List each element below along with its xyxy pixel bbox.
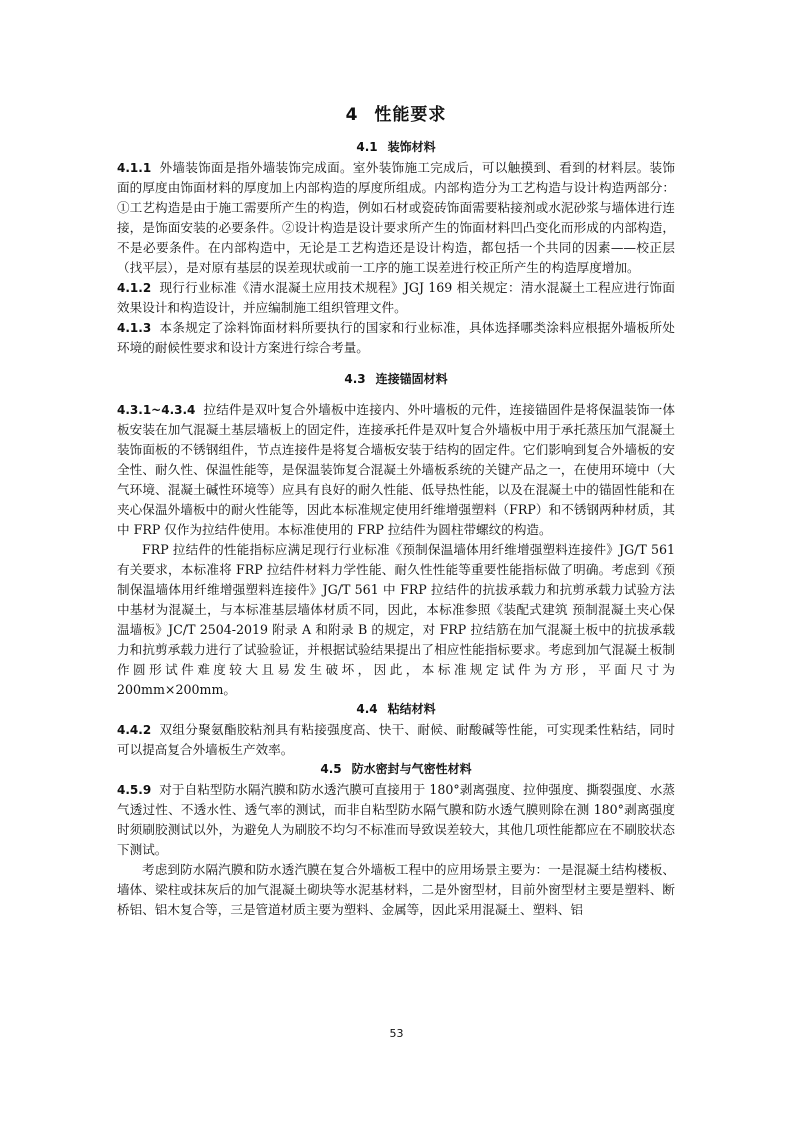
clause-text: FRP 拉结件的性能指标应满足现行行业标准《预制保温墙体用纤维增强塑料连接件》JG/T 561 有关要求，本标准将 FRP 拉结件材料力学性能、耐久性性能等重要性能指标做了明确。考虑到《预制保温墙体用纤维增强塑料连接件》JG/T 561 中 FRP 拉结件的抗拔承载力和抗剪承载力试验方法中基材为混凝土，与本标准基层墙体材质不同，因此，本标准参照《装配式建筑 预制混凝土夹心保温墙板》JC/T 2504-2019 附录 A 和附录 B 的规定，对 FRP 拉结筋在加气混凝土板中的抗拔承载力和抗剪承载力进行了试验验证，并根据试验结果提出了相应性能指标要求。考虑到加气混凝土板制作圆形试件难度较大且易发生破坏，因此，本标准规定试件为方形，平面尺寸为 200mm×200mm。	[117, 542, 675, 697]
clause-label: 4.5.9	[117, 783, 152, 797]
section-title: 防水密封与气密性材料	[351, 762, 472, 776]
page-content	[117, 100, 675, 920]
chapter-title: 性能要求	[374, 105, 447, 125]
clause-4-3-1-continued	[117, 540, 675, 700]
section-number: 4.1	[356, 140, 378, 154]
clause-text: 外墙装饰面是指外墙装饰完成面。室外装饰施工完成后，可以触摸到、看到的材料层。装饰面的厚度由饰面材料的厚度加上内部构造的厚度所组成。内部构造分为工艺构造与设计构造两部分：①工艺构造是由于施工需要所产生的构造，例如石材或瓷砖饰面需要粘接剂或水泥砂浆与墙体进行连接，是饰面安装的必要条件。②设计构造是设计要求所产生的饰面材料凹凸变化而形成的内部构造，不是必要条件。在内部构造中，无论是工艺构造还是设计构造，都包括一个共同的因素——校正层（找平层），是对原有基层的误差现状或前一工序的施工误差进行校正所产生的构造厚度增加。	[117, 160, 675, 275]
clause-4-5-9-continued	[117, 860, 675, 920]
section-title: 装饰材料	[387, 140, 436, 154]
section-number: 4.5	[320, 762, 342, 776]
clause-text: 现行行业标准《清水混凝土应用技术规程》JGJ 169 相关规定：清水混凝土工程应进行饰面效果设计和构造设计，并应编制施工组织管理文件。	[117, 280, 675, 315]
clause-text: 对于自粘型防水隔汽膜和防水透汽膜可直接用于 180°剥离强度、拉伸强度、撕裂强度、水蒸气透过性、不透水性、透气率的测试，而非自粘型防水隔气膜和防水透气膜则除在测 180°剥离强度时须刷胶测试以外，为避免人为刷胶不均匀不标准而导致误差较大，其他几项性能都应在不刷胶状态下测试。	[117, 782, 675, 857]
clause-4-1-3	[117, 318, 675, 358]
clause-label: 4.4.2	[117, 723, 152, 737]
clause-label: 4.1.1	[117, 161, 152, 175]
section-heading-4-5	[117, 761, 675, 777]
page-number: 53	[389, 1027, 404, 1040]
clause-4-4-2	[117, 720, 675, 760]
clause-4-1-1	[117, 158, 675, 278]
clause-4-1-2	[117, 278, 675, 318]
clause-label: 4.1.2	[117, 281, 152, 295]
clause-4-5-9	[117, 780, 675, 860]
chapter-heading	[117, 100, 675, 125]
section-heading-4-1	[117, 139, 675, 155]
section-number: 4.4	[356, 702, 378, 716]
section-title: 粘结材料	[387, 702, 436, 716]
clause-text: 拉结件是双叶复合外墙板中连接内、外叶墙板的元件，连接锚固件是将保温装饰一体板安装在加气混凝土基层墙板上的固定件，连接承托件是双叶复合外墙板中用于承托蒸压加气混凝土装饰面板的不锈钢组件，节点连接件是将复合墙板安装于结构的固定件。它们影响到复合外墙板的安全性、耐久性、保温性能等，是保温装饰复合混凝土外墙板系统的关键产品之一，在使用环境中（大气环境、混凝土碱性环境等）应具有良好的耐久性能、低导热性能，以及在混凝土中的锚固性能和在夹心保温外墙板中的耐火性能等，因此本标准规定使用纤维增强塑料（FRP）和不锈钢两种材质，其中 FRP 仅作为拉结件使用。本标准使用的 FRP 拉结件为圆柱带螺纹的构造。	[117, 402, 675, 537]
clause-label: 4.3.1~4.3.4	[117, 403, 196, 417]
clause-label: 4.1.3	[117, 321, 152, 335]
section-heading-4-3	[117, 371, 675, 387]
section-number: 4.3	[344, 372, 366, 386]
clause-4-3-1	[117, 400, 675, 540]
clause-text: 本条规定了涂料饰面材料所要执行的国家和行业标准，具体选择哪类涂料应根据外墙板所处环境的耐候性要求和设计方案进行综合考量。	[117, 320, 675, 355]
clause-text: 考虑到防水隔汽膜和防水透汽膜在复合外墙板工程中的应用场景主要为：一是混凝土结构楼板、墙体、梁柱或抹灰后的加气混凝土砌块等水泥基材料，二是外窗型材，目前外窗型材主要是塑料、断桥铝、铝木复合等，三是管道材质主要为塑料、金属等，因此采用混凝土、塑料、铝	[117, 862, 675, 917]
section-title: 连接锚固材料	[375, 372, 448, 386]
section-heading-4-4	[117, 701, 675, 717]
chapter-number: 4	[345, 105, 359, 125]
clause-text: 双组分聚氨酯胶粘剂具有粘接强度高、快干、耐候、耐酸碱等性能，可实现柔性粘结，同时可以提高复合外墙板生产效率。	[117, 722, 675, 757]
